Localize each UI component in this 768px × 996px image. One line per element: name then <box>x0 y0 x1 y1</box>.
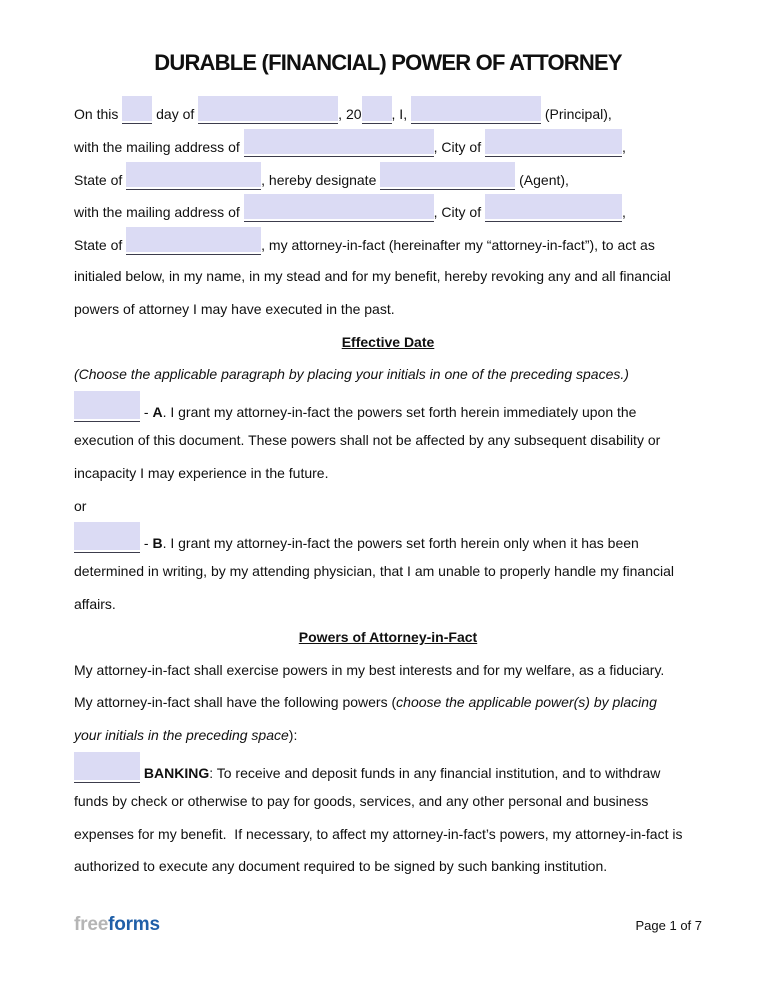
text-segment: . I grant my attorney-in-fact the powers set forth herein immediately upon the <box>162 404 637 421</box>
text-segment: (Choose the applicable paragraph by placing your initials in one of the preceding spaces.) <box>74 366 629 383</box>
text-segment: - <box>140 535 153 552</box>
text-segment: , City of <box>433 204 485 221</box>
principal-address-line <box>74 129 702 162</box>
text-line <box>74 555 702 588</box>
text-segment: State of <box>74 171 127 188</box>
text-segment: My attorney-in-fact shall exercise powers in my best interests and for my welfare, as a fiduciary. <box>74 661 665 678</box>
text-segment: affairs. <box>74 595 116 612</box>
text-segment: , my attorney-in-fact (hereinafter my “attorney-in-fact”), to act as <box>261 237 655 254</box>
text-line <box>74 260 702 293</box>
agent-address-field[interactable] <box>244 194 434 222</box>
text-segment: initialed below, in my name, in my stead and for my benefit, hereby revoking any and all financial <box>74 267 671 284</box>
text-segment: : To receive and deposit funds in any financial institution, and to withdraw <box>209 764 661 781</box>
text-segment: powers of attorney I may have executed in the past. <box>74 300 395 317</box>
month-field[interactable] <box>198 96 338 124</box>
agent-address-line <box>74 194 702 227</box>
year-field[interactable] <box>362 96 392 124</box>
text-line <box>74 785 702 818</box>
agent-city-field[interactable] <box>485 194 622 222</box>
principal-address-field[interactable] <box>244 129 434 157</box>
freeforms-logo <box>74 914 160 936</box>
option-a-line <box>74 391 702 424</box>
principal-name-field[interactable] <box>411 96 541 124</box>
principal-city-field[interactable] <box>485 129 622 157</box>
text-line <box>74 293 702 326</box>
text-segment: B <box>152 535 163 552</box>
page-number-label: Page 1 of 7 <box>635 918 702 933</box>
agent-state-line <box>74 227 702 260</box>
text-segment: funds by check or otherwise to pay for goods, services, and any other personal and business <box>74 792 649 809</box>
powers-heading <box>74 621 702 654</box>
text-segment: authorized to execute any document required to be signed by such banking institution. <box>74 858 608 875</box>
text-line <box>74 818 702 851</box>
text-segment: incapacity I may experience in the future. <box>74 464 329 481</box>
text-segment: Effective Date <box>341 333 435 350</box>
banking-initials-field[interactable] <box>74 752 140 783</box>
text-segment: with the mailing address of <box>74 204 244 221</box>
text-line <box>74 719 702 752</box>
text-segment: , I, <box>391 106 411 122</box>
option-b-initials-field[interactable] <box>74 522 140 553</box>
text-segment: execution of this document. These powers shall not be affected by any subsequent disability or <box>74 431 661 448</box>
page-footer <box>74 914 702 936</box>
text-segment: your initials in the preceding space <box>74 727 289 744</box>
text-segment: day of <box>152 106 199 122</box>
document-body <box>74 96 702 883</box>
text-segment: My attorney-in-fact shall have the following powers ( <box>74 694 397 711</box>
text-segment: BANKING <box>143 764 210 781</box>
text-line <box>74 424 702 457</box>
logo-free-text: free <box>74 914 109 935</box>
text-segment: determined in writing, by my attending physician, that I am unable to properly handle my financial <box>74 563 674 580</box>
day-field[interactable] <box>122 96 152 124</box>
effective-date-heading <box>74 326 702 359</box>
text-line <box>74 654 702 687</box>
text-segment: State of <box>74 237 127 254</box>
option-b-line <box>74 522 702 555</box>
text-segment: , hereby designate <box>261 171 381 188</box>
text-line <box>74 850 702 883</box>
text-segment: , City of <box>433 138 485 155</box>
text-line <box>74 686 702 719</box>
agent-name-field[interactable] <box>380 162 515 190</box>
text-segment: , <box>622 204 626 221</box>
text-line <box>74 457 702 490</box>
agent-state-field[interactable] <box>126 227 261 255</box>
document-title: DURABLE (FINANCIAL) POWER OF ATTORNEY <box>154 50 622 75</box>
banking-power-line <box>74 752 702 785</box>
text-segment: (Principal), <box>540 106 612 122</box>
opening-date-line <box>74 96 702 129</box>
text-segment: (Agent), <box>515 171 569 188</box>
text-segment: choose the applicable power(s) by placing <box>396 694 657 711</box>
effective-date-instruction <box>74 358 702 391</box>
text-segment: Powers of Attorney-in-Fact <box>298 628 478 645</box>
logo-forms-text: forms <box>108 914 160 935</box>
option-a-initials-field[interactable] <box>74 391 140 422</box>
text-segment: - <box>140 404 153 421</box>
principal-state-field[interactable] <box>126 162 261 190</box>
text-segment: , 20 <box>338 106 362 122</box>
or-line <box>74 490 702 523</box>
text-segment: with the mailing address of <box>74 138 244 155</box>
text-segment: , <box>622 138 626 155</box>
text-segment: . I grant my attorney-in-fact the powers set forth herein only when it has been <box>162 535 639 552</box>
principal-state-line <box>74 162 702 195</box>
text-segment: A <box>152 404 163 421</box>
text-segment: or <box>74 497 87 514</box>
text-segment: expenses for my benefit. If necessary, to affect my attorney-in-fact’s powers, my attorney-in-fact is <box>74 825 683 842</box>
text-segment: ): <box>288 727 298 744</box>
text-segment: On this <box>74 106 123 122</box>
text-line <box>74 588 702 621</box>
